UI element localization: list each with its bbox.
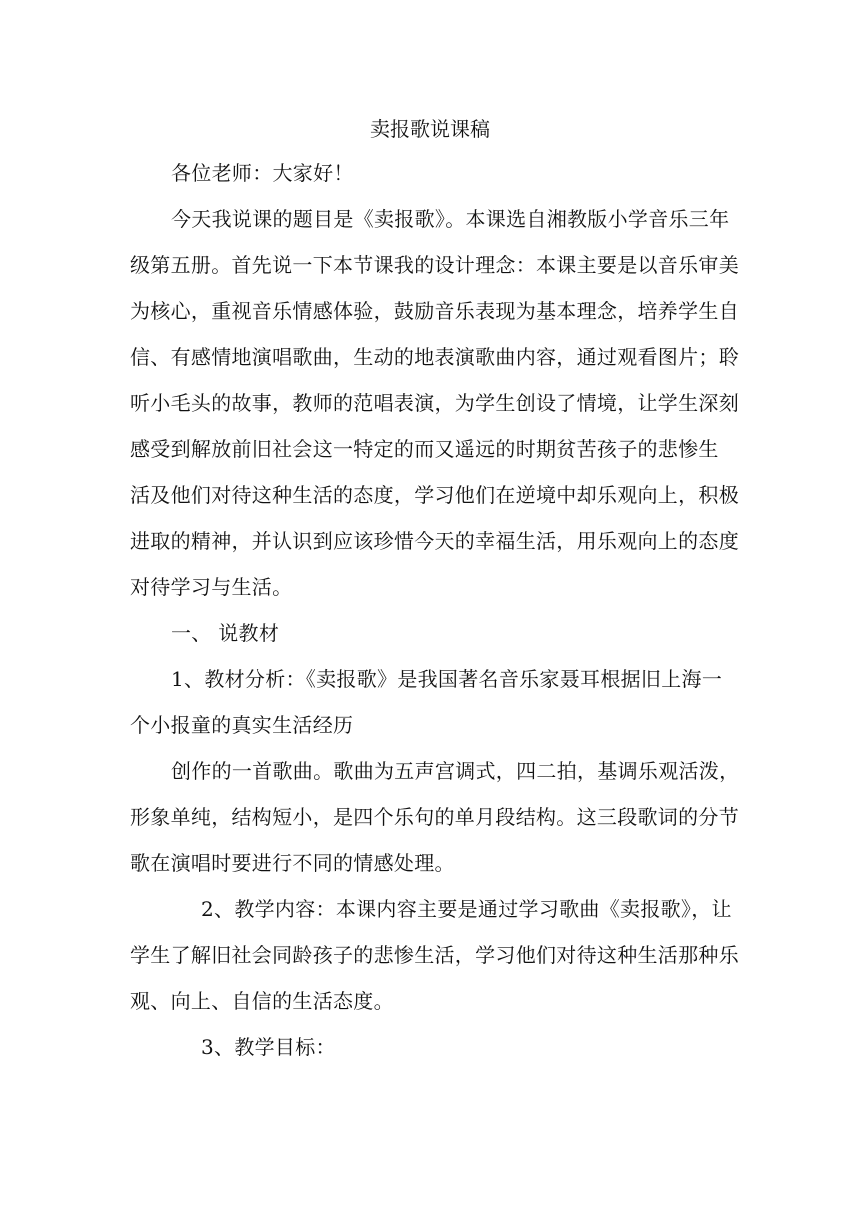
section-heading: 一、 说教材 <box>171 621 280 645</box>
paragraph-line: 学生了解旧社会同龄孩子的悲惨生活，学习他们对待这种生活那种乐 <box>130 943 739 967</box>
paragraph-line: 1、教材分析：《卖报歌》是我国著名音乐家聂耳根据旧上海一 <box>171 667 723 691</box>
paragraph-line: 进取的精神，并认识到应该珍惜今天的幸福生活，用乐观向上的态度 <box>130 529 739 553</box>
paragraph-line: 听小毛头的故事，教师的范唱表演，为学生创设了情境，让学生深刻 <box>130 391 739 415</box>
paragraph-line: 形象单纯，结构短小，是四个乐句的单月段结构。这三段歌词的分节 <box>130 805 739 829</box>
paragraph-line: 感受到解放前旧社会这一特定的而又遥远的时期贫苦孩子的悲惨生 <box>130 437 719 461</box>
paragraph-line: 对待学习与生活。 <box>130 575 293 599</box>
paragraph-line: 级第五册。首先说一下本节课我的设计理念：本课主要是以音乐审美 <box>130 253 739 277</box>
paragraph-line: 为核心，重视音乐情感体验，鼓励音乐表现为基本理念，培养学生自 <box>130 299 739 323</box>
greeting-line: 各位老师：大家好！ <box>171 161 354 185</box>
paragraph-line: 创作的一首歌曲。歌曲为五声宫调式，四二拍，基调乐观活泼， <box>171 759 740 783</box>
paragraph-line: 个小报童的真实生活经历 <box>130 713 354 737</box>
paragraph-line: 观、向上、自信的生活态度。 <box>130 989 394 1013</box>
paragraph-line: 信、有感情地演唱歌曲，生动的地表演歌曲内容，通过观看图片；聆 <box>130 345 739 369</box>
paragraph-line: 2、教学内容：本课内容主要是通过学习歌曲《卖报歌》，让 <box>201 897 732 921</box>
subsection-heading: 3、教学目标： <box>201 1035 336 1059</box>
document-title: 卖报歌说课稿 <box>370 117 490 141</box>
paragraph-line: 活及他们对待这种生活的态度，学习他们在逆境中却乐观向上，积极 <box>130 483 739 507</box>
paragraph-line: 今天我说课的题目是《卖报歌》。本课选自湘教版小学音乐三年 <box>171 207 730 231</box>
paragraph-line: 歌在演唱时要进行不同的情感处理。 <box>130 851 455 875</box>
